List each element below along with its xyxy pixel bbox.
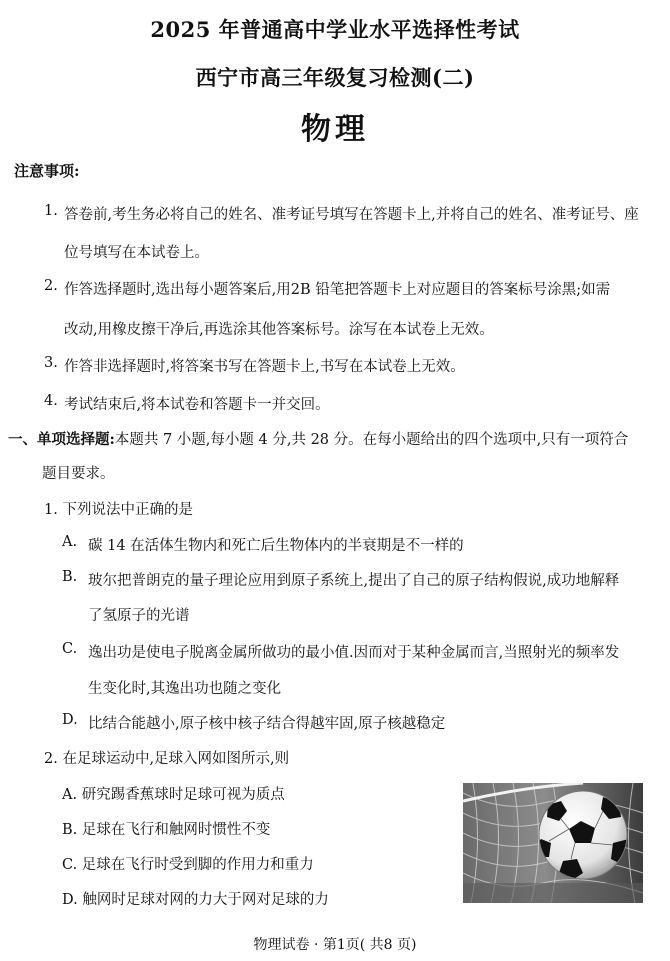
q1-option-b-label: B.: [62, 569, 78, 585]
exam-subtitle: 西宁市高三年级复习检测(二): [195, 65, 475, 90]
q1-option-a-label: A.: [62, 534, 78, 550]
q1-option-b-text-line2: 了氢原子的光谱: [88, 608, 190, 624]
section-description-line2: 题目要求。: [42, 466, 115, 482]
notice-item-3-num: 3.: [44, 355, 58, 371]
notice-item-2-line2: 改动,用橡皮擦干净后,再选涂其他答案标号。涂写在本试卷上无效。: [64, 322, 494, 338]
q1-option-d-label: D.: [62, 712, 78, 728]
q1-option-c-label: C.: [62, 641, 78, 657]
notice-item-1-line2: 位号填写在本试卷上。: [64, 245, 209, 261]
page-footer: 物理试卷 · 第1页( 共8 页): [253, 937, 417, 953]
notice-item-2-num: 2.: [44, 278, 58, 294]
q2-option-d: D. 触网时足球对网的力大于网对足球的力: [62, 892, 329, 908]
q1-option-b-text-line1: 玻尔把普朗克的量子理论应用到原子系统上,提出了自己的原子结构假说,成功地解释: [88, 573, 620, 589]
notice-item-1-line1: 答卷前,考生务必将自己的姓名、准考证号填写在答题卡上,并将自己的姓名、准考证号、座: [64, 207, 639, 223]
q1-option-d-text: 比结合能越小,原子核中核子结合得越牢固,原子核越稳定: [88, 716, 446, 732]
section-description-line1: 一、单项选择题:本题共 7 小题,每小题 4 分,共 28 分。在每小题给出的四个选项中,只有一项符合: [8, 431, 629, 448]
notice-item-3-line1: 作答非选择题时,将答案书写在答题卡上,书写在本试卷上无效。: [64, 359, 465, 375]
q2-option-a: A. 研究踢香蕉球时足球可视为质点: [62, 787, 285, 803]
notice-item-2-line1: 作答选择题时,选出每小题答案后,用2B 铅笔把答题卡上对应题目的答案标号涂黑;如需: [64, 282, 611, 298]
q2-option-b: B. 足球在飞行和触网时惯性不变: [62, 822, 271, 838]
soccer-ball-net-photo: [463, 783, 643, 903]
q1-option-c-text-line2: 生变化时,其逸出功也随之变化: [88, 681, 282, 697]
q1-option-c-text-line1: 逸出功是使电子脱离金属所做功的最小值.因而对于某种金属而言,当照射光的频率发: [88, 645, 620, 661]
notice-item-1-num: 1.: [44, 203, 58, 219]
notice-item-4-line1: 考试结束后,将本试卷和答题卡一并交回。: [64, 397, 330, 413]
exam-title: 2025 年普通高中学业水平选择性考试: [150, 17, 520, 42]
q1-option-a-text: 碳 14 在活体生物内和死亡后生物体内的半衰期是不一样的: [88, 538, 464, 554]
section-heading: 一、单项选择题:: [8, 431, 115, 448]
subject-title: 物理: [301, 112, 369, 147]
notice-item-4-num: 4.: [44, 393, 58, 409]
question-2-stem: 2. 在足球运动中,足球入网如图所示,则: [44, 751, 290, 767]
notice-heading: 注意事项:: [14, 162, 80, 180]
q2-option-c: C. 足球在飞行时受到脚的作用力和重力: [62, 857, 314, 873]
question-1-stem: 1. 下列说法中正确的是: [44, 502, 193, 518]
